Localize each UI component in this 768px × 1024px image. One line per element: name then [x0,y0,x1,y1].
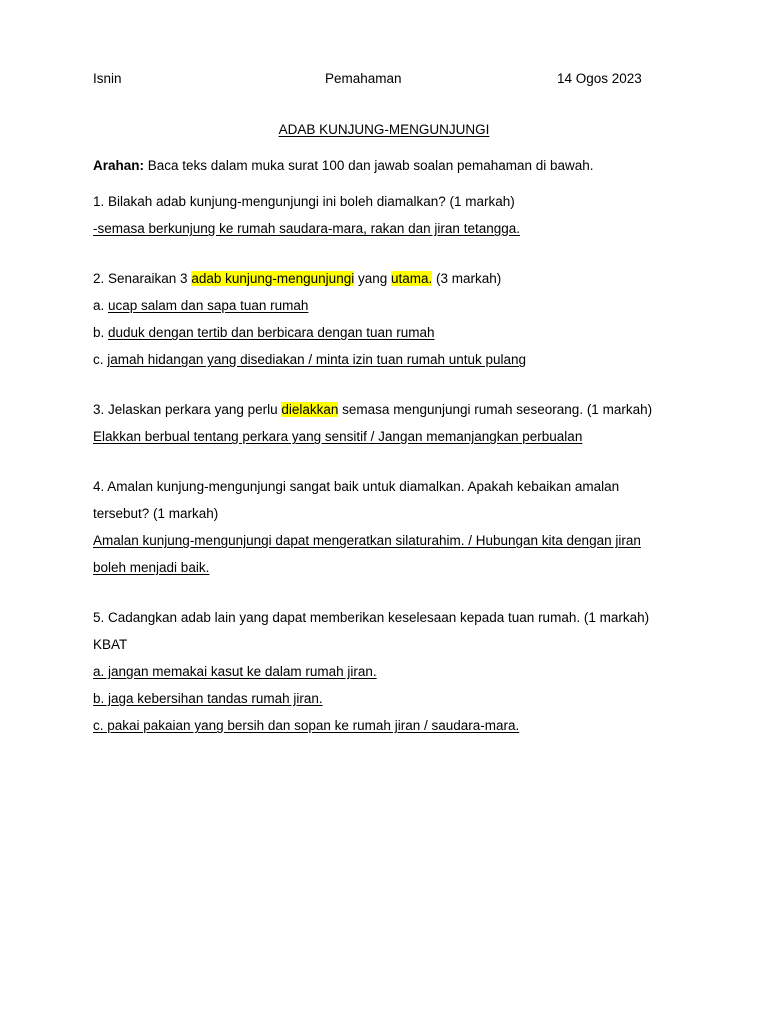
q3-answer: Elakkan berbual tentang perkara yang sensitif / Jangan memanjangkan perbualan [93,429,583,444]
q2-answer-a [93,298,308,314]
q1-question: 1. Bilakah adab kunjung-mengunjungi ini boleh diamalkan? (1 markah) [93,194,515,209]
answer-prefix: b. [93,325,109,340]
q2-question-marks: (3 markah) [432,271,502,286]
instruction-label: Arahan: [93,158,145,173]
q2-highlight-2: utama. [391,271,433,286]
answer-prefix: a. [93,298,109,313]
q5-tag: KBAT [93,637,128,652]
answer-prefix: c. [93,352,108,367]
q5-answer-c: c. pakai pakaian yang bersih dan sopan ke rumah jiran / saudara-mara. [93,718,520,733]
q5-answer-a: a. jangan memakai kasut ke dalam rumah jiran. [93,664,377,679]
answer-text: jamah hidangan yang disediakan / minta izin tuan rumah untuk pulang [107,352,527,367]
q5-question: 5. Cadangkan adab lain yang dapat memberikan keselesaan kepada tuan rumah. (1 markah) [93,610,650,625]
document-title: ADAB KUNJUNG-MENGUNJUNGI [278,122,490,137]
q3-question [93,402,652,418]
q2-question [93,271,501,287]
q2-highlight-1: adab kunjung-mengunjungi [191,271,355,286]
header-day: Isnin [93,71,122,86]
q4-question-line-1: 4. Amalan kunjung-mengunjungi sangat baik untuk diamalkan. Apakah kebaikan amalan [93,479,620,494]
header-date: 14 Ogos 2023 [557,71,642,86]
q5-answer-b: b. jaga kebersihan tandas rumah jiran. [93,691,323,706]
instruction-text: Baca teks dalam muka surat 100 dan jawab soalan pemahaman di bawah. [144,158,594,173]
q1-answer: -semasa berkunjung ke rumah saudara-mara, rakan dan jiran tetangga. [93,221,520,236]
answer-text: ucap salam dan sapa tuan rumah [108,298,309,313]
q4-answer-line-1: Amalan kunjung-mengunjungi dapat mengeratkan silaturahim. / Hubungan kita dengan jiran [93,533,641,548]
q3-question-text: 3. Jelaskan perkara yang perlu [93,402,282,417]
q2-answer-b [93,325,435,341]
q3-highlight: dielakkan [281,402,339,417]
instruction [93,158,594,174]
q4-question-line-2: tersebut? (1 markah) [93,506,219,521]
q4-answer-line-2: boleh menjadi baik. [93,560,210,575]
q2-answer-c [93,352,526,368]
header-subject: Pemahaman [325,71,402,86]
q2-question-text: 2. Senaraikan 3 [93,271,192,286]
q3-question-text: semasa mengunjungi rumah seseorang. (1 markah) [338,402,653,417]
q2-question-text: yang [354,271,391,286]
answer-text: duduk dengan tertib dan berbicara dengan tuan rumah [108,325,435,340]
